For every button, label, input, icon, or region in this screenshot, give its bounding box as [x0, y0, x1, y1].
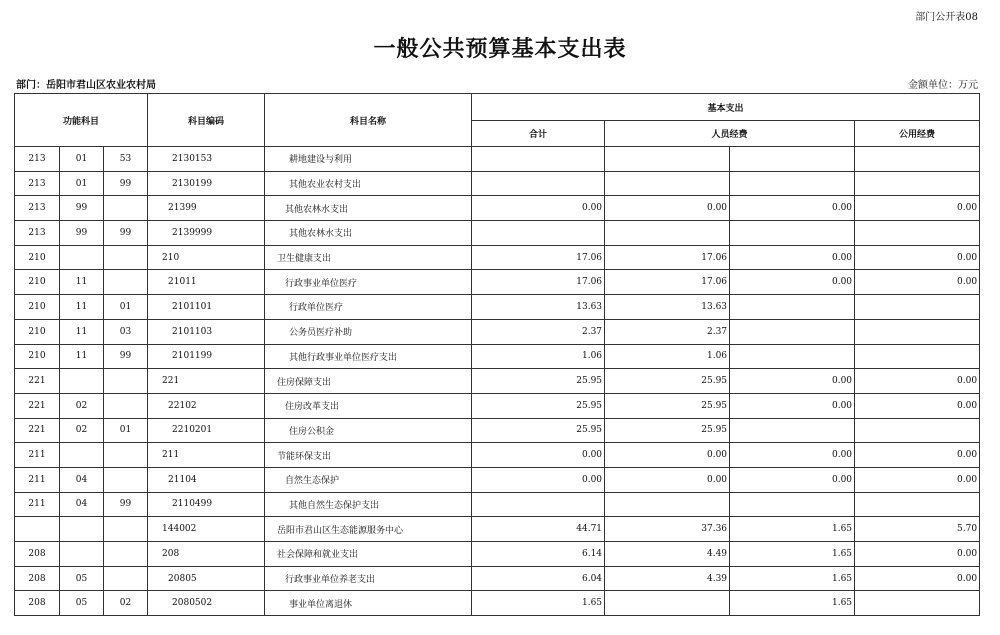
class-cell: 213 [15, 147, 60, 172]
subject-code-cell: 211 [148, 443, 265, 468]
personnel-cell: 0.00 [605, 443, 730, 468]
subject-code-cell: 2130153 [148, 147, 265, 172]
table-row [15, 517, 980, 542]
item-cell: 02 [60, 418, 104, 443]
public-cell-2: 0.00 [855, 566, 980, 591]
public-cell-2: 0.00 [855, 467, 980, 492]
public-cell-1: 1.65 [730, 591, 855, 616]
item-cell: 99 [60, 221, 104, 246]
public-cell-2: 0.00 [855, 196, 980, 221]
personnel-cell: 0.00 [605, 196, 730, 221]
subject-code-cell: 2101101 [148, 295, 265, 320]
personnel-cell: 25.95 [605, 369, 730, 394]
subitem-cell: 99 [104, 344, 148, 369]
item-cell: 11 [60, 295, 104, 320]
subject-name-cell: 其他行政事业单位医疗支出 [265, 344, 472, 369]
table-row [15, 245, 980, 270]
item-cell: 05 [60, 591, 104, 616]
public-cell-1 [730, 171, 855, 196]
form-number: 部门公开表08 [915, 12, 978, 23]
total-cell: 25.95 [472, 418, 605, 443]
class-cell: 208 [15, 542, 60, 567]
subitem-cell: 99 [104, 492, 148, 517]
subject-code-cell: 2130199 [148, 171, 265, 196]
subject-code-cell: 221 [148, 369, 265, 394]
total-cell: 0.00 [472, 196, 605, 221]
subject-code-cell: 22102 [148, 393, 265, 418]
subject-name-cell: 其他农林水支出 [265, 196, 472, 221]
total-cell: 6.14 [472, 542, 605, 567]
header-basic-expenditure: 基本支出 [472, 94, 980, 121]
subject-name-cell: 住房保障支出 [265, 369, 472, 394]
public-cell-2 [855, 295, 980, 320]
total-cell [472, 171, 605, 196]
public-cell-1 [730, 492, 855, 517]
table-row [15, 492, 980, 517]
item-cell [60, 245, 104, 270]
class-cell: 221 [15, 393, 60, 418]
public-cell-1: 0.00 [730, 196, 855, 221]
class-cell: 221 [15, 369, 60, 394]
public-cell-1: 0.00 [730, 369, 855, 394]
personnel-cell [605, 171, 730, 196]
public-cell-2: 0.00 [855, 270, 980, 295]
subitem-cell [104, 566, 148, 591]
public-cell-1: 0.00 [730, 245, 855, 270]
subject-name-cell: 公务员医疗补助 [265, 319, 472, 344]
subject-name-cell: 事业单位离退休 [265, 591, 472, 616]
subject-name-cell: 岳阳市君山区生态能源服务中心 [265, 517, 472, 542]
class-cell: 211 [15, 467, 60, 492]
class-cell: 210 [15, 319, 60, 344]
item-cell [60, 542, 104, 567]
total-cell: 17.06 [472, 270, 605, 295]
table-row [15, 196, 980, 221]
public-cell-1 [730, 147, 855, 172]
table-row [15, 270, 980, 295]
class-cell: 211 [15, 443, 60, 468]
subitem-cell [104, 467, 148, 492]
subject-code-cell: 2210201 [148, 418, 265, 443]
table-row [15, 542, 980, 567]
subject-name-cell: 节能环保支出 [265, 443, 472, 468]
subject-code-cell: 2080502 [148, 591, 265, 616]
public-cell-2: 0.00 [855, 393, 980, 418]
subject-code-cell: 2110499 [148, 492, 265, 517]
class-cell: 210 [15, 270, 60, 295]
personnel-cell: 4.39 [605, 566, 730, 591]
subject-name-cell: 行政事业单位医疗 [265, 270, 472, 295]
item-cell [60, 369, 104, 394]
item-cell: 02 [60, 393, 104, 418]
personnel-cell: 0.00 [605, 467, 730, 492]
public-cell-2: 5.70 [855, 517, 980, 542]
header-personnel: 人员经费 [605, 121, 855, 147]
item-cell: 11 [60, 270, 104, 295]
class-cell: 213 [15, 171, 60, 196]
table-row [15, 393, 980, 418]
subject-code-cell: 210 [148, 245, 265, 270]
total-cell: 25.95 [472, 369, 605, 394]
table-row [15, 467, 980, 492]
subitem-cell [104, 542, 148, 567]
item-cell: 04 [60, 467, 104, 492]
item-cell: 11 [60, 319, 104, 344]
table-body [15, 147, 980, 616]
class-cell: 213 [15, 221, 60, 246]
total-cell: 1.65 [472, 591, 605, 616]
subject-name-cell: 行政事业单位养老支出 [265, 566, 472, 591]
personnel-cell [605, 147, 730, 172]
subitem-cell [104, 369, 148, 394]
subject-name-cell: 社会保障和就业支出 [265, 542, 472, 567]
public-cell-1 [730, 344, 855, 369]
subject-name-cell: 卫生健康支出 [265, 245, 472, 270]
total-cell: 6.04 [472, 566, 605, 591]
class-cell: 213 [15, 196, 60, 221]
personnel-cell: 37.36 [605, 517, 730, 542]
subitem-cell [104, 517, 148, 542]
subject-name-cell: 其他农业农村支出 [265, 171, 472, 196]
public-cell-2 [855, 591, 980, 616]
subject-code-cell: 2101199 [148, 344, 265, 369]
class-cell: 208 [15, 591, 60, 616]
table-row [15, 147, 980, 172]
department-label: 部门：岳阳市君山区农业农村局 [16, 80, 156, 91]
item-cell [60, 443, 104, 468]
subject-name-cell: 其他农林水支出 [265, 221, 472, 246]
class-cell [15, 517, 60, 542]
total-cell: 0.00 [472, 467, 605, 492]
personnel-cell: 13.63 [605, 295, 730, 320]
public-cell-1 [730, 221, 855, 246]
total-cell: 17.06 [472, 245, 605, 270]
public-cell-2: 0.00 [855, 369, 980, 394]
subject-code-cell: 144002 [148, 517, 265, 542]
public-cell-1: 0.00 [730, 270, 855, 295]
item-cell: 04 [60, 492, 104, 517]
class-cell: 210 [15, 344, 60, 369]
personnel-cell [605, 221, 730, 246]
subitem-cell [104, 393, 148, 418]
subject-code-cell: 21399 [148, 196, 265, 221]
table-row [15, 171, 980, 196]
subitem-cell: 02 [104, 591, 148, 616]
table-row [15, 369, 980, 394]
item-cell: 01 [60, 147, 104, 172]
subitem-cell: 99 [104, 221, 148, 246]
personnel-cell: 4.49 [605, 542, 730, 567]
header-subject-code: 科目编码 [148, 94, 265, 147]
public-cell-1: 0.00 [730, 443, 855, 468]
subject-name-cell: 行政单位医疗 [265, 295, 472, 320]
subitem-cell [104, 443, 148, 468]
public-cell-1: 1.65 [730, 566, 855, 591]
public-cell-1 [730, 319, 855, 344]
personnel-cell: 2.37 [605, 319, 730, 344]
public-cell-2 [855, 344, 980, 369]
class-cell: 221 [15, 418, 60, 443]
header-func-subject: 功能科目 [15, 94, 148, 147]
subitem-cell [104, 196, 148, 221]
personnel-cell: 1.06 [605, 344, 730, 369]
table-row [15, 418, 980, 443]
table-row [15, 319, 980, 344]
table-row [15, 295, 980, 320]
item-cell: 01 [60, 171, 104, 196]
class-cell: 208 [15, 566, 60, 591]
public-cell-2: 0.00 [855, 542, 980, 567]
public-cell-1: 0.00 [730, 467, 855, 492]
public-cell-2 [855, 492, 980, 517]
header-public: 公用经费 [855, 121, 980, 147]
public-cell-2 [855, 418, 980, 443]
public-cell-2 [855, 147, 980, 172]
unit-label: 金额单位：万元 [908, 80, 978, 91]
subject-name-cell: 自然生态保护 [265, 467, 472, 492]
personnel-cell: 17.06 [605, 245, 730, 270]
subitem-cell: 03 [104, 319, 148, 344]
item-cell: 11 [60, 344, 104, 369]
subject-code-cell: 208 [148, 542, 265, 567]
subject-code-cell: 20805 [148, 566, 265, 591]
public-cell-2 [855, 221, 980, 246]
subitem-cell: 53 [104, 147, 148, 172]
subject-name-cell: 耕地建设与利用 [265, 147, 472, 172]
total-cell: 13.63 [472, 295, 605, 320]
total-cell [472, 492, 605, 517]
table-row [15, 566, 980, 591]
total-cell: 0.00 [472, 443, 605, 468]
public-cell-1: 0.00 [730, 393, 855, 418]
public-cell-2: 0.00 [855, 443, 980, 468]
class-cell: 210 [15, 295, 60, 320]
table-row [15, 344, 980, 369]
subject-code-cell: 2101103 [148, 319, 265, 344]
item-cell [60, 517, 104, 542]
public-cell-1 [730, 295, 855, 320]
class-cell: 210 [15, 245, 60, 270]
subject-name-cell: 住房改革支出 [265, 393, 472, 418]
subject-code-cell: 21011 [148, 270, 265, 295]
subitem-cell: 01 [104, 418, 148, 443]
total-cell: 2.37 [472, 319, 605, 344]
subitem-cell [104, 270, 148, 295]
public-cell-1: 1.65 [730, 517, 855, 542]
class-cell: 211 [15, 492, 60, 517]
subject-name-cell: 其他自然生态保护支出 [265, 492, 472, 517]
page-title: 一般公共预算基本支出表 [373, 36, 627, 62]
public-cell-2: 0.00 [855, 245, 980, 270]
personnel-cell [605, 591, 730, 616]
personnel-cell: 25.95 [605, 393, 730, 418]
subitem-cell: 01 [104, 295, 148, 320]
personnel-cell: 25.95 [605, 418, 730, 443]
table-row [15, 221, 980, 246]
total-cell: 25.95 [472, 393, 605, 418]
total-cell: 44.71 [472, 517, 605, 542]
public-cell-1 [730, 418, 855, 443]
subject-code-cell: 21104 [148, 467, 265, 492]
public-cell-1: 1.65 [730, 542, 855, 567]
table-row [15, 591, 980, 616]
item-cell: 05 [60, 566, 104, 591]
total-cell [472, 147, 605, 172]
table-row [15, 443, 980, 468]
item-cell: 99 [60, 196, 104, 221]
personnel-cell: 17.06 [605, 270, 730, 295]
subitem-cell: 99 [104, 171, 148, 196]
budget-table [14, 93, 980, 616]
personnel-cell [605, 492, 730, 517]
total-cell: 1.06 [472, 344, 605, 369]
public-cell-2 [855, 319, 980, 344]
public-cell-2 [855, 171, 980, 196]
header-subject-name: 科目名称 [265, 94, 472, 147]
subject-code-cell: 2139999 [148, 221, 265, 246]
total-cell [472, 221, 605, 246]
header-total: 合计 [472, 121, 605, 147]
subject-name-cell: 住房公积金 [265, 418, 472, 443]
subitem-cell [104, 245, 148, 270]
